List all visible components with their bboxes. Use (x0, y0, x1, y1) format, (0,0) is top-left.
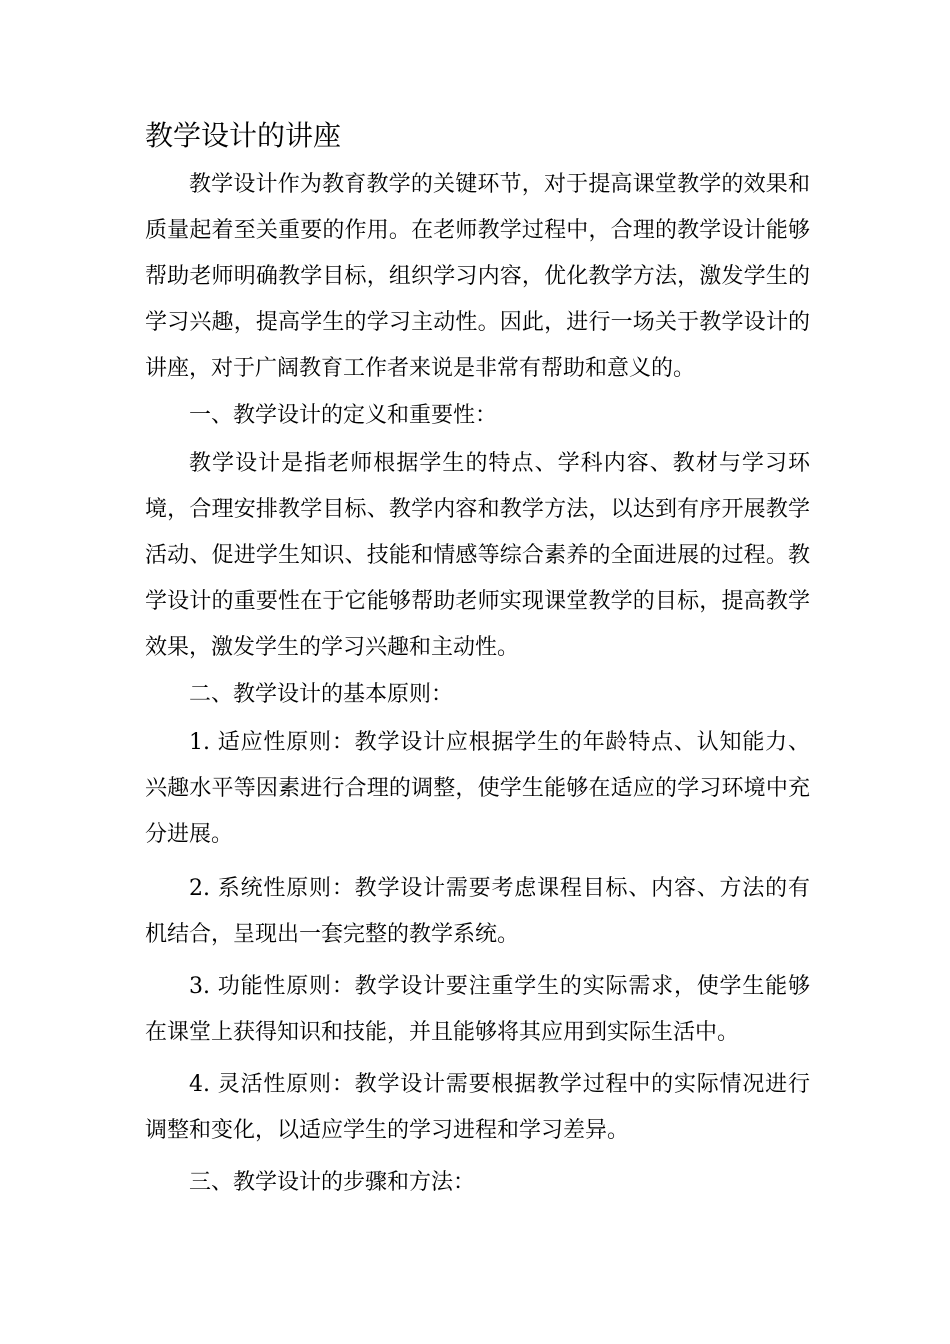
section-2-heading: 二、教学设计的基本原则： (189, 682, 454, 707)
section-1-heading: 一、教学设计的定义和重要性： (189, 403, 498, 428)
principle-item: 3. 功能性原则：教学设计要注重学生的实际需求，使学生能够在课堂上获得知识和技能，并且能够将其应用到实际生活中。 (145, 974, 810, 1045)
page-title: 教学设计的讲座 (145, 119, 342, 152)
section-3-heading: 三、教学设计的步骤和方法： (189, 1170, 476, 1195)
principle-item: 4. 灵活性原则：教学设计需要根据教学过程中的实际情况进行调整和变化，以适应学生的学习进程和学习差异。 (145, 1072, 810, 1143)
principle-item: 2. 系统性原则：教学设计需要考虑课程目标、内容、方法的有机结合，呈现出一套完整的教学系统。 (145, 876, 810, 947)
intro-paragraph: 教学设计作为教育教学的关键环节，对于提高课堂教学的效果和质量起着至关重要的作用。在老师教学过程中，合理的教学设计能够帮助老师明确教学目标，组织学习内容，优化教学方法，激发学生的学习兴趣，提高学生的学习主动性。因此，进行一场关于教学设计的讲座，对于广阔教育工作者来说是非常有帮助和意义的。 (145, 172, 810, 381)
section-1-body: 教学设计是指老师根据学生的特点、学科内容、教材与学习环境，合理安排教学目标、教学内容和教学方法，以达到有序开展教学活动、促进学生知识、技能和情感等综合素养的全面进展的过程。教学设计的重要性在于它能够帮助老师实现课堂教学的目标，提高教学效果，激发学生的学习兴趣和主动性。 (145, 451, 810, 660)
principle-item: 1. 适应性原则：教学设计应根据学生的年龄特点、认知能力、兴趣水平等因素进行合理的调整，使学生能够在适应的学习环境中充分进展。 (145, 730, 810, 847)
